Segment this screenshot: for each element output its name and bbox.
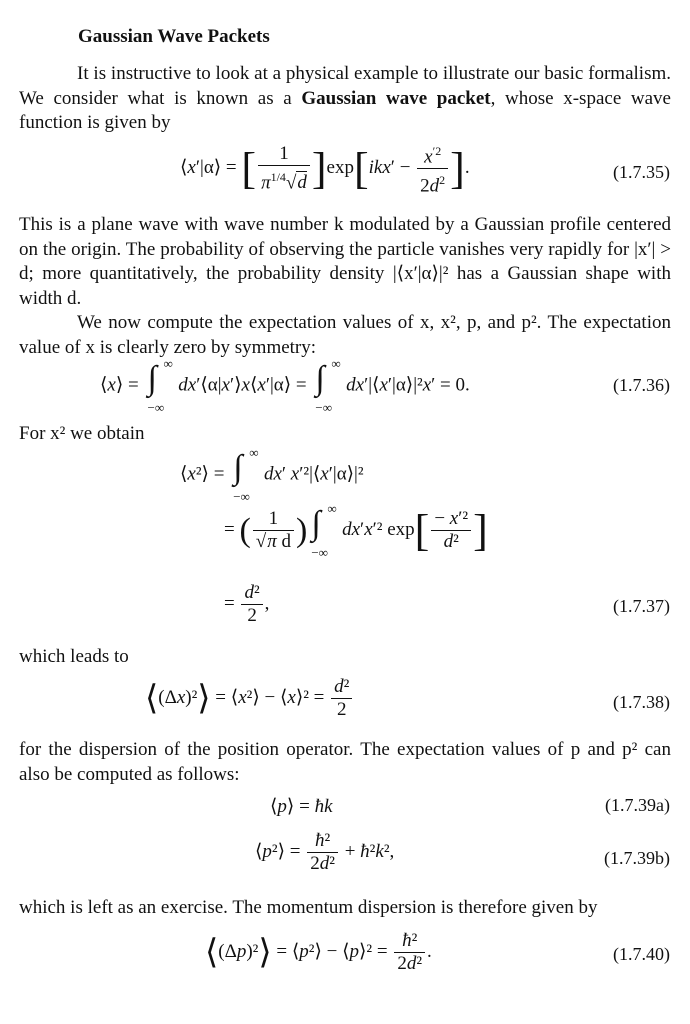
equation-1-7-40: ⟨(Δp)²⟩ = ⟨p²⟩ − ⟨p⟩² = $\frac{\text{ħ²}}{\text{2d²}}$ . <box>205 930 432 974</box>
intro-paragraph <box>19 62 671 136</box>
intro-text: It is instructive to look at a physical example to illustrate our basic formalism. We consider what is known as a <box>19 63 671 109</box>
equation-1-7-37-line2: = ( $\frac{1}{\text{√π d}}$ ) ∫ ∞ −∞ dx′x′² exp[ $\frac{\text{− x′²}}{\text{d²}}$ ] <box>224 500 488 560</box>
equation-1-7-35: ⟨x′|α⟩ = [ $\frac{1}{\pi^{1/4}√d}$ ]exp[ikx′ − $\frac{x^{'2}}{2d^2}$ ]. <box>180 140 470 198</box>
equation-number-1-7-35: (1.7.35) <box>613 162 670 182</box>
equation-1-7-38: ⟨(Δx)²⟩ = ⟨x²⟩ − ⟨x⟩² = $\frac{\text{d²}}{2}$ <box>145 676 354 721</box>
line-for-x2: For x² we obtain <box>19 423 145 444</box>
equation-1-7-37-line1: ⟨x²⟩ = ∫ ∞ −∞ dx′ x′²|⟨x′|α⟩|² <box>180 445 364 504</box>
paragraph-exercise: which is left as an exercise. The momentum dispersion is therefore given by <box>19 897 598 918</box>
paragraph-expectation: We now compute the expectation values of x, x², p, and p². The expectation value of x is clearly zero by symmetry: <box>19 312 671 358</box>
equation-number-1-7-37: (1.7.37) <box>613 596 670 616</box>
equation-number-1-7-39b: (1.7.39b) <box>604 848 670 868</box>
equation-1-7-36: ⟨x⟩ = ∫ ∞ −∞ dx′⟨α|x′⟩x⟨x′|α⟩ = ∫ ∞ −∞ dx′|⟨x′|α⟩|²x′ = 0. <box>100 356 470 415</box>
equation-number-1-7-40: (1.7.40) <box>613 944 670 964</box>
intro-text-end: , whose x-space wave function is given by <box>19 87 671 133</box>
equation-number-1-7-39a: (1.7.39a) <box>605 795 670 815</box>
equation-1-7-39b: ⟨p²⟩ = $\frac{\text{ħ²}}{\text{2d²}}$ + ħ²k², <box>255 830 395 874</box>
paragraph-dispersion: for the dispersion of the position operator. The expectation values of p and p² can also be computed as follows: <box>19 739 671 785</box>
intro-bold-term: Gaussian wave packet <box>301 87 491 109</box>
equation-1-7-39a: ⟨p⟩ = ħk <box>270 796 333 817</box>
section-heading: Gaussian Wave Packets <box>78 26 270 47</box>
paragraph-plane-wave: This is a plane wave with wave number k modulated by a Gaussian profile centered on the origin. The probability of observing the particle vanishes very rapidly for |x′| > d; more quantitatively, the probability density |⟨x′|α⟩|² has a Gaussian shape with width d. <box>19 214 671 309</box>
equation-number-1-7-36: (1.7.36) <box>613 375 670 395</box>
line-leads-to: which leads to <box>19 646 129 667</box>
equation-1-7-37-line3: = $\frac{\text{d²}}{2}$ , <box>224 582 270 626</box>
equation-number-1-7-38: (1.7.38) <box>613 692 670 712</box>
